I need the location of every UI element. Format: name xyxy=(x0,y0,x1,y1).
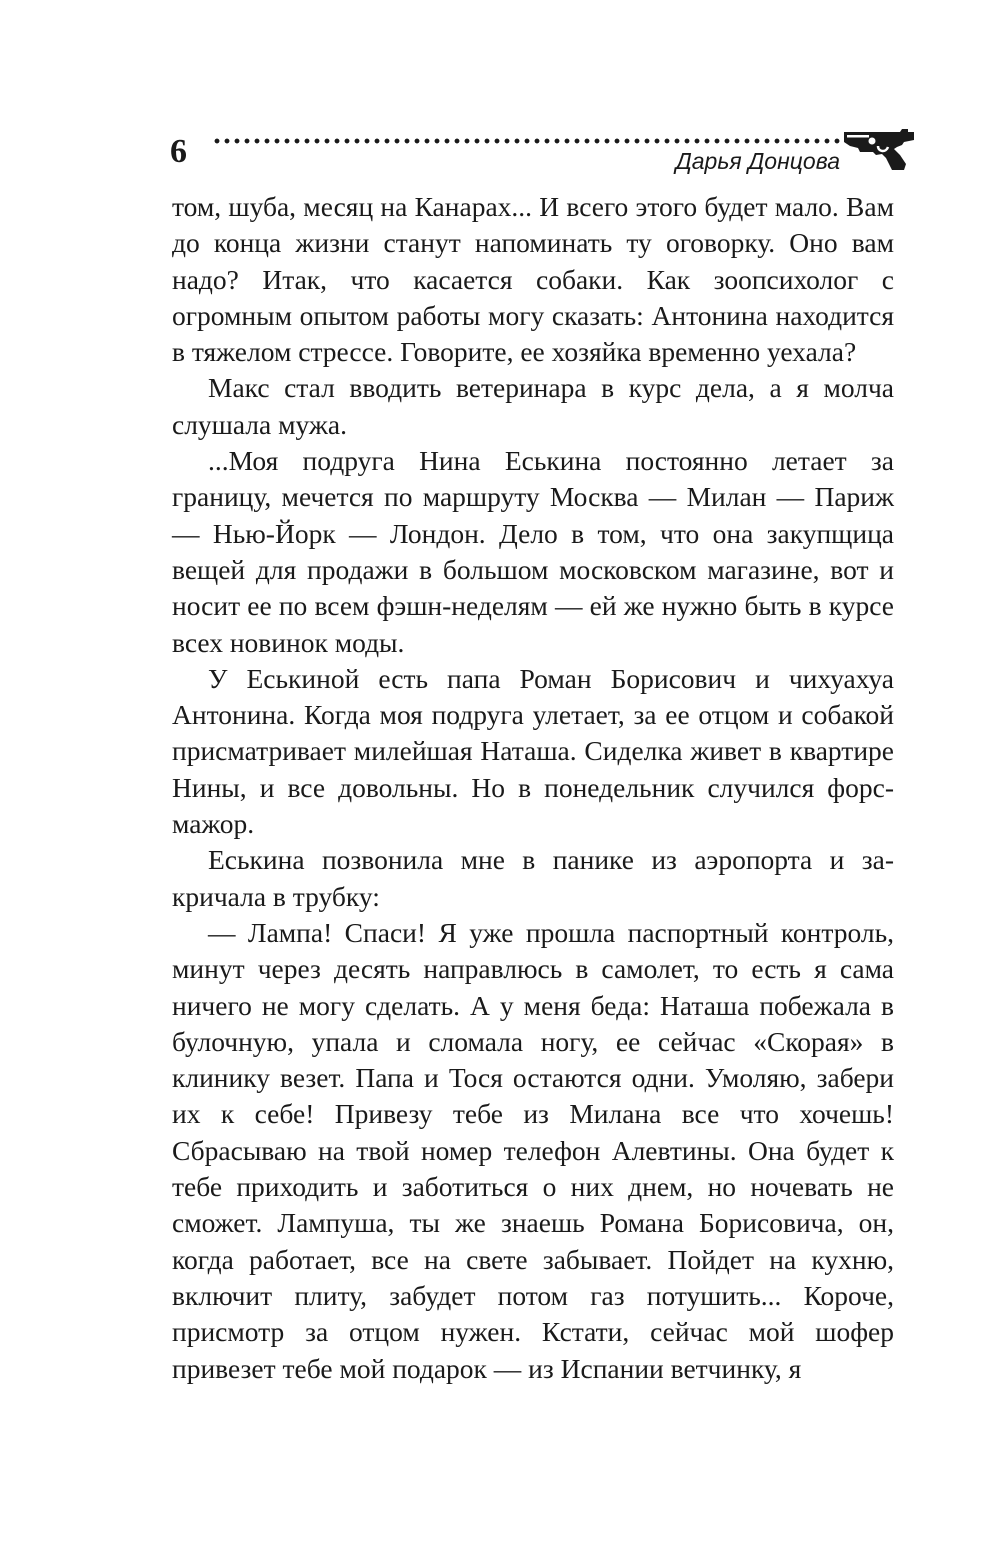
body-text xyxy=(172,189,894,1387)
page-number: 6 xyxy=(170,133,187,170)
paragraph-1: том, шуба, месяц на Канарах... И всего этого будет мало. Вам до конца жизни станут напоминать ту оговорку. Оно вам надо? Итак, что касается собаки. Как зоопсихолог с огромным опытом работы могу сказать: Антонина находится в тяжелом стрессе. Говорите, ее хозяйка временно уехала? xyxy=(172,191,894,368)
dotted-rule xyxy=(212,138,862,144)
paragraph-6: — Лампа! Спаси! Я уже прошла паспортный контроль, минут через десять направлюсь в самолет, то есть я сама ничего не могу сделать. А у меня беда: Наташа побежала в булочную, упала и сломала ногу, ее сейчас «Скорая» в клинику везет. Папа и Тося остаются одни. Умоляю, забери их к себе! Привезу тебе из Милана все что хочешь! Сбрасываю на твой номер телефон Алевтины. Она будет к тебе приходить и заботиться о них днем, но ночевать не сможет. Лампуша, ты же знаешь Романа Борисовича, он, когда работает, все на свете забывает. Пойдет на кухню, включит плиту, забудет потом газ потушить... Короче, присмотр за отцом нужен. Кстати, сейчас мой шофер привезет тебе мой подарок — из Испании ветчинку, я xyxy=(172,916,894,1384)
paragraph-2: Макс стал вводить ветеринара в курс дела, а я молча слушала мужа. xyxy=(172,372,894,440)
paragraph-3: ...Моя подруга Нина Еськина постоянно летает за границу, мечется по маршруту Москва — Милан — Париж — Нью-Йорк — Лондон. Дело в том, что она закупщица вещей для продажи в большом московском магазине, вот и носит ее по всем фэшн-неделям — ей же нужно быть в курсе всех новинок моды. xyxy=(172,445,894,658)
paragraph-5: Еськина позвонила мне в панике из аэропорта и закричала в трубку: xyxy=(172,844,894,912)
author-name: Дарья Донцова xyxy=(675,148,840,174)
revolver-icon xyxy=(842,128,922,172)
running-header xyxy=(170,128,922,188)
paragraph-4: У Еськиной есть папа Роман Борисович и чихуахуа Антонина. Когда моя подруга улетает, за ее отцом и собакой присматривает милейшая Наташа. Сиделка живет в квартире Нины, и все довольны. Но в понедельник случился форс-мажор. xyxy=(172,662,894,840)
